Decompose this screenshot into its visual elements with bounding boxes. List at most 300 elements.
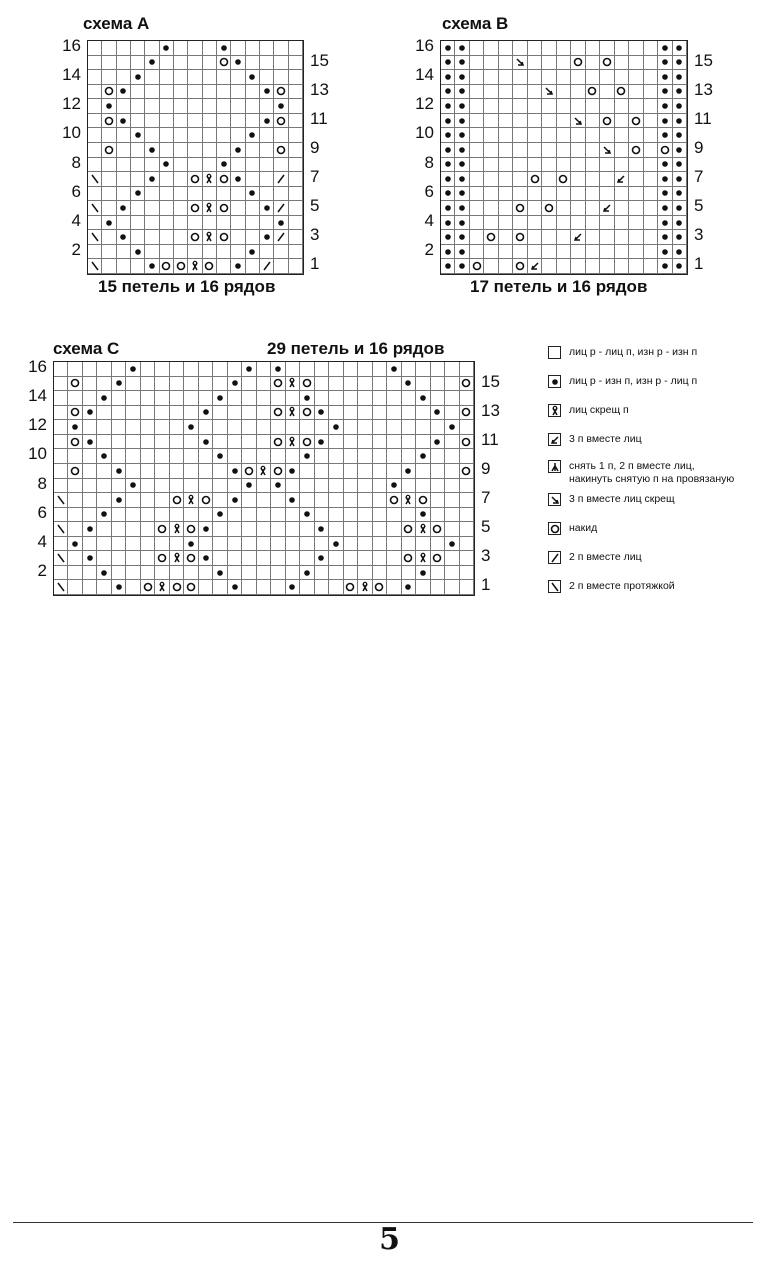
yo-icon	[548, 522, 561, 535]
chart-cell	[431, 493, 445, 508]
chart-cell	[344, 406, 358, 421]
chart-cell	[586, 201, 600, 216]
chart-cell	[246, 245, 260, 260]
chart-cell	[231, 143, 245, 158]
chart-cell	[673, 187, 687, 202]
page-number: 5	[379, 1222, 400, 1257]
chart-cell	[271, 391, 285, 406]
yo-icon	[104, 86, 114, 96]
chart-cell	[260, 245, 274, 260]
purl-dot-icon	[675, 117, 683, 125]
chart-cell	[260, 99, 274, 114]
chart-cell	[83, 435, 97, 450]
chart-cell	[673, 41, 687, 56]
yo-icon	[104, 116, 114, 126]
chart-cell	[141, 391, 155, 406]
chart-cell	[528, 216, 542, 231]
chart-cell	[102, 187, 116, 202]
purl-dot-icon	[390, 481, 398, 489]
purl-dot-icon	[288, 583, 296, 591]
chart-cell	[246, 201, 260, 216]
chart-cell	[542, 70, 556, 85]
legend-item	[548, 375, 697, 388]
chart-cell	[673, 216, 687, 231]
chart-cell	[203, 56, 217, 71]
chart-cell	[484, 143, 498, 158]
chart-cell	[387, 551, 401, 566]
purl-dot-icon	[234, 262, 242, 270]
chart-cell	[160, 85, 174, 100]
chart-cell	[542, 187, 556, 202]
chart-cell	[358, 580, 372, 595]
chart-cell	[600, 201, 614, 216]
chart-cell	[499, 201, 513, 216]
yo-icon	[602, 116, 612, 126]
chart-cell	[145, 172, 159, 187]
chart-cell	[257, 406, 271, 421]
chart-cell	[315, 391, 329, 406]
chart-cell	[260, 172, 274, 187]
chart-cell	[499, 259, 513, 274]
chart-cell	[484, 230, 498, 245]
chart-cell	[217, 128, 231, 143]
chart-cell	[586, 259, 600, 274]
chart-cell	[615, 216, 629, 231]
chart-cell	[644, 143, 658, 158]
chart-cell	[499, 56, 513, 71]
chart-cell	[184, 391, 198, 406]
chart-cell	[102, 143, 116, 158]
chart-cell	[402, 464, 416, 479]
chart-cell	[358, 435, 372, 450]
chart-cell	[286, 464, 300, 479]
chart-cell	[257, 537, 271, 552]
chart-cell	[557, 114, 571, 129]
yo-icon	[302, 378, 312, 388]
chart-cell	[88, 85, 102, 100]
chart-cell	[315, 566, 329, 581]
chart-cell	[188, 187, 202, 202]
chart-cell	[155, 435, 169, 450]
chart-cell	[387, 537, 401, 552]
chart-cell	[373, 551, 387, 566]
chart-cell	[431, 420, 445, 435]
chart-cell	[513, 143, 527, 158]
chart-cell	[513, 70, 527, 85]
chart-cell	[174, 56, 188, 71]
chart-cell	[455, 56, 469, 71]
chart-cell	[629, 41, 643, 56]
chart-cell	[102, 85, 116, 100]
chart-cell	[673, 245, 687, 260]
purl-dot-icon	[105, 219, 113, 227]
chart-cell	[673, 85, 687, 100]
chart-cell	[629, 70, 643, 85]
chart-cell	[160, 245, 174, 260]
chart-cell	[571, 158, 585, 173]
chart-cell	[145, 158, 159, 173]
chart-cell	[499, 128, 513, 143]
chart-cell	[387, 449, 401, 464]
chart-cell	[416, 508, 430, 523]
chart-cell	[170, 537, 184, 552]
chart-cell	[455, 85, 469, 100]
purl-dot-icon	[100, 452, 108, 460]
chart-cell	[484, 216, 498, 231]
chart-cell	[199, 508, 213, 523]
row-number-left: 4	[71, 210, 81, 230]
chart-cell	[658, 143, 672, 158]
chart-cell	[513, 85, 527, 100]
purl-dot-icon	[444, 44, 452, 52]
chart-cell	[68, 551, 82, 566]
chart-cell	[315, 479, 329, 494]
chart-cell	[441, 56, 455, 71]
row-number-right: 3	[481, 546, 491, 566]
chart-cell	[231, 41, 245, 56]
yo-icon	[104, 145, 114, 155]
chart-cell	[460, 580, 474, 595]
twisted-stitch-icon	[418, 552, 428, 564]
chart-cell	[289, 70, 303, 85]
chart-cell	[170, 493, 184, 508]
chart-cell	[184, 537, 198, 552]
purl-dot-icon	[245, 365, 253, 373]
chart-cell	[217, 245, 231, 260]
chart-cell	[228, 566, 242, 581]
chart-cell	[203, 99, 217, 114]
chart-cell	[170, 479, 184, 494]
chart-cell	[88, 216, 102, 231]
chart-cell	[644, 187, 658, 202]
chart-cell	[445, 435, 459, 450]
chart-cell	[145, 114, 159, 129]
chart-cell	[615, 172, 629, 187]
chart-cell	[102, 70, 116, 85]
chart-cell	[199, 391, 213, 406]
chart-cell	[289, 99, 303, 114]
chart-cell	[141, 435, 155, 450]
chart-cell	[586, 70, 600, 85]
chart-cell	[155, 537, 169, 552]
chart-cell	[289, 41, 303, 56]
legend-item	[548, 460, 734, 486]
chart-cell	[260, 216, 274, 231]
chart-cell	[242, 537, 256, 552]
chart-cell	[289, 85, 303, 100]
chart-cell	[402, 420, 416, 435]
chart-cell	[126, 566, 140, 581]
purl-dot-icon	[234, 58, 242, 66]
chart-cell	[155, 420, 169, 435]
chart-cell	[112, 362, 126, 377]
chart-cell	[145, 259, 159, 274]
purl-dot-icon	[231, 467, 239, 475]
chart-cell	[260, 41, 274, 56]
chart-cell	[499, 230, 513, 245]
chart-cell	[542, 114, 556, 129]
chart-cell	[170, 566, 184, 581]
chart-cell	[499, 70, 513, 85]
chart-cell	[213, 522, 227, 537]
yo-icon	[70, 437, 80, 447]
purl-dot-icon	[675, 102, 683, 110]
chart-cell	[260, 230, 274, 245]
chart-cell	[484, 70, 498, 85]
chart-cell	[460, 420, 474, 435]
chart-cell	[68, 537, 82, 552]
chart-cell	[387, 377, 401, 392]
chart-cell	[484, 41, 498, 56]
chart-cell	[174, 128, 188, 143]
chart-cell	[431, 508, 445, 523]
purl-dot-icon	[458, 175, 466, 183]
row-number-left: 2	[424, 239, 434, 259]
chart-cell	[131, 259, 145, 274]
sk2po-icon	[548, 460, 561, 473]
purl-dot-icon	[675, 131, 683, 139]
chart-cell	[344, 391, 358, 406]
chart-cell	[557, 85, 571, 100]
chart-cell	[416, 479, 430, 494]
chart-cell	[470, 158, 484, 173]
chart-cell	[170, 580, 184, 595]
chart-cell	[484, 245, 498, 260]
purl-dot-icon	[86, 525, 94, 533]
chart-cell	[600, 56, 614, 71]
yo-icon	[602, 57, 612, 67]
chart-cell	[600, 158, 614, 173]
chart-cell	[274, 41, 288, 56]
chart-cell	[615, 158, 629, 173]
purl-dot-icon	[419, 569, 427, 577]
chart-cell	[260, 187, 274, 202]
purl-dot-icon	[134, 248, 142, 256]
purl-dot-icon	[162, 44, 170, 52]
purl-dot-icon	[458, 248, 466, 256]
chart-cell	[131, 85, 145, 100]
chart-cell	[145, 41, 159, 56]
chart-cell	[131, 114, 145, 129]
chart-cell	[344, 522, 358, 537]
chart-cell	[441, 172, 455, 187]
chart-cell	[644, 158, 658, 173]
yo-icon	[403, 524, 413, 534]
chart-cell	[131, 187, 145, 202]
chart-cell	[117, 259, 131, 274]
purl-dot-icon	[71, 540, 79, 548]
chart-cell	[112, 522, 126, 537]
chart-cell	[242, 464, 256, 479]
legend-item	[548, 433, 642, 446]
chart-cell	[445, 362, 459, 377]
chart-cell	[441, 70, 455, 85]
chart-cell	[102, 114, 116, 129]
chart-cell	[571, 85, 585, 100]
row-number-right: 1	[481, 575, 491, 595]
chart-cell	[213, 362, 227, 377]
chart-cell	[88, 41, 102, 56]
purl-dot-icon	[129, 365, 137, 373]
chart-cell	[145, 128, 159, 143]
chart-cell	[300, 435, 314, 450]
chart-cell	[274, 70, 288, 85]
chart-cell	[315, 522, 329, 537]
chart-cell	[131, 216, 145, 231]
chart-cell	[300, 551, 314, 566]
chart-cell	[402, 362, 416, 377]
chart-cell	[217, 158, 231, 173]
chart-cell	[112, 537, 126, 552]
chart-cell	[286, 508, 300, 523]
chart-cell	[542, 56, 556, 71]
chart-cell	[499, 216, 513, 231]
chart-cell	[557, 70, 571, 85]
chart-cell	[387, 479, 401, 494]
chart-cell	[131, 245, 145, 260]
chart-cell	[329, 391, 343, 406]
chart-cell	[470, 70, 484, 85]
ssk-icon	[90, 261, 100, 271]
chart-cell	[600, 230, 614, 245]
chart-cell	[155, 479, 169, 494]
chart-cell	[83, 522, 97, 537]
chart-cell	[228, 464, 242, 479]
twisted-stitch-icon	[204, 202, 214, 214]
chart-cell	[300, 508, 314, 523]
purl-dot-icon	[263, 117, 271, 125]
chart-cell	[289, 245, 303, 260]
purl-dot-icon	[216, 569, 224, 577]
chart-cell	[557, 158, 571, 173]
chart-cell	[126, 406, 140, 421]
chart-cell	[470, 85, 484, 100]
purl-dot-icon	[444, 131, 452, 139]
purl-dot-icon	[661, 131, 669, 139]
chart-cell	[184, 551, 198, 566]
chart-cell	[271, 449, 285, 464]
purl-dot-icon	[661, 175, 669, 183]
chart-cell	[88, 128, 102, 143]
chart-cell	[344, 551, 358, 566]
chart-cell	[213, 493, 227, 508]
purl-dot-icon	[220, 44, 228, 52]
chart-cell	[274, 158, 288, 173]
chart-cell	[184, 362, 198, 377]
chart-cell	[257, 435, 271, 450]
purl-dot-icon	[100, 394, 108, 402]
purl-dot-icon	[202, 438, 210, 446]
chart-cell	[131, 158, 145, 173]
chart-cell	[203, 259, 217, 274]
chart-cell	[644, 201, 658, 216]
chart-cell	[271, 522, 285, 537]
purl-dot-icon	[458, 102, 466, 110]
purl-dot-icon	[148, 58, 156, 66]
chart-cell	[586, 85, 600, 100]
chart-cell	[199, 406, 213, 421]
chart-cell	[145, 216, 159, 231]
chart-cell	[88, 172, 102, 187]
chart-cell	[174, 201, 188, 216]
chart-cell	[274, 85, 288, 100]
purl-dot-icon	[202, 408, 210, 416]
chart-cell	[402, 406, 416, 421]
chart-cell	[102, 172, 116, 187]
chart-cell	[160, 99, 174, 114]
chart-cell	[329, 406, 343, 421]
chart-cell	[274, 56, 288, 71]
chart-cell	[141, 377, 155, 392]
chart-cell	[217, 259, 231, 274]
chart-cell	[431, 551, 445, 566]
chart-cell	[228, 391, 242, 406]
chart-cell	[600, 85, 614, 100]
chart-cell	[300, 493, 314, 508]
chart-cell	[455, 172, 469, 187]
chart-cell	[126, 420, 140, 435]
chart-cell	[528, 143, 542, 158]
ssk-icon	[90, 203, 100, 213]
purl-dot-icon	[661, 233, 669, 241]
chart-cell	[344, 580, 358, 595]
purl-dot-icon	[444, 248, 452, 256]
chart-cell	[528, 128, 542, 143]
purl-dot-icon	[458, 204, 466, 212]
chart-cell	[542, 230, 556, 245]
chart-cell	[112, 377, 126, 392]
twisted-stitch-icon	[186, 494, 196, 506]
chart-cell	[286, 537, 300, 552]
ssk-icon	[56, 582, 66, 592]
chart-cell	[199, 522, 213, 537]
chart-cell	[542, 41, 556, 56]
twisted-stitch-icon	[258, 465, 268, 477]
chart-cell	[203, 230, 217, 245]
chart-cell	[199, 420, 213, 435]
purl-dot-icon	[303, 452, 311, 460]
purl-dot-icon	[444, 204, 452, 212]
chart-cell	[629, 201, 643, 216]
purl-dot-icon	[263, 233, 271, 241]
chart-cell	[629, 230, 643, 245]
chart-cell	[174, 143, 188, 158]
chart-cell	[644, 114, 658, 129]
chart-cell	[358, 464, 372, 479]
purl-dot-icon	[390, 365, 398, 373]
row-number-right: 7	[310, 167, 320, 187]
chart-cell	[542, 216, 556, 231]
chart-cell	[460, 406, 474, 421]
chart-cell	[358, 522, 372, 537]
chart-cell	[329, 580, 343, 595]
chart-cell	[315, 551, 329, 566]
chart-cell	[188, 172, 202, 187]
chart-cell	[300, 580, 314, 595]
row-number-left: 10	[28, 444, 47, 464]
chart-cell	[203, 128, 217, 143]
chart-cell	[145, 245, 159, 260]
chart-cell	[387, 580, 401, 595]
chart-cell	[242, 580, 256, 595]
legend-item	[548, 522, 597, 535]
chart-cell	[112, 479, 126, 494]
chart-cell	[445, 391, 459, 406]
purl-dot-icon	[332, 423, 340, 431]
chart-cell	[615, 259, 629, 274]
chart-cell	[117, 143, 131, 158]
chart-cell	[513, 172, 527, 187]
